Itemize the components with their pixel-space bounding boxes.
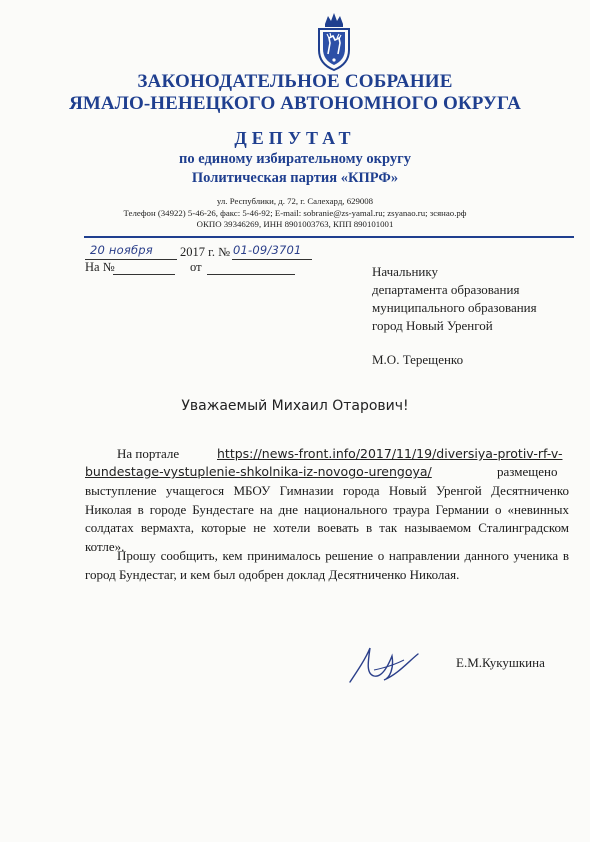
body-intro: На портале xyxy=(117,446,180,461)
year-label: 2017 г. № xyxy=(180,245,231,259)
address-line1: ул. Республики, д. 72, г. Салехард, 629008 xyxy=(216,196,374,206)
address-line2: Телефон (34922) 5-46-26, факс: 5-46-92; E-mail: sobranie@zs-yamal.ru; zsyanao.ru; зсянао.рф xyxy=(123,208,467,218)
letterhead-divider xyxy=(84,236,574,238)
letterhead-subtitle1: по единому избирательному округу xyxy=(179,151,411,167)
letterhead-subtitle2: Политическая партия «КПРФ» xyxy=(191,170,399,186)
handwritten-number: 01-09/3701 xyxy=(233,243,302,257)
body-paragraph2: Прошу сообщить, кем принималось решение о направлении данного ученика в город Бундестаг, и кем был одобрен доклад Десятниченко Николая. xyxy=(85,548,569,582)
addressee-line1: Начальнику xyxy=(372,264,439,279)
org-name-line1: ЗАКОНОДАТЕЛЬНОЕ СОБРАНИЕ xyxy=(137,71,453,92)
addressee-line4: город Новый Уренгой xyxy=(372,318,493,333)
signer-name: Е.М.Кукушкина xyxy=(456,655,545,670)
salutation: Уважаемый Михаил Отарович! xyxy=(181,398,409,414)
org-name-line2: ЯМАЛО-НЕНЕЦКОГО АВТОНОМНОГО ОКРУГА xyxy=(69,93,521,114)
body-placed-word: размещено xyxy=(497,464,558,479)
addressee-name: М.О. Терещенко xyxy=(372,352,464,367)
article-link-part2[interactable]: bundestage-vystuplenie-shkolnika-iz-novogo-urengoya/ xyxy=(85,464,432,479)
handwritten-signature xyxy=(344,640,424,686)
coat-of-arms-icon xyxy=(315,10,353,72)
body-paragraph1-rest: выступление учащегося МБОУ Гимназии города Новый Уренгой Десятниченко Николая в городе Бундестаге на дне национального траура Германии о «невинных солдатах вермахта, которые не хотели воевать в так называемом Сталинградском котле». xyxy=(85,483,569,554)
ref-from-label: от xyxy=(190,260,202,274)
handwritten-date: 20 ноября xyxy=(90,243,153,257)
ref-date-underline xyxy=(207,274,295,275)
ref-number-underline xyxy=(113,274,175,275)
letterhead-title: ДЕПУТАТ xyxy=(234,128,356,148)
ref-prefix: На № xyxy=(85,260,115,274)
address-line3: ОКПО 39346269, ИНН 8901003763, КПП 890101001 xyxy=(196,219,394,229)
addressee-line3: муниципального образования xyxy=(372,300,537,315)
article-link-part1[interactable]: https://news-front.info/2017/11/19/diversiya-protiv-rf-v- xyxy=(217,446,563,461)
number-underline xyxy=(232,259,312,260)
addressee-line2: департамента образования xyxy=(372,282,520,297)
